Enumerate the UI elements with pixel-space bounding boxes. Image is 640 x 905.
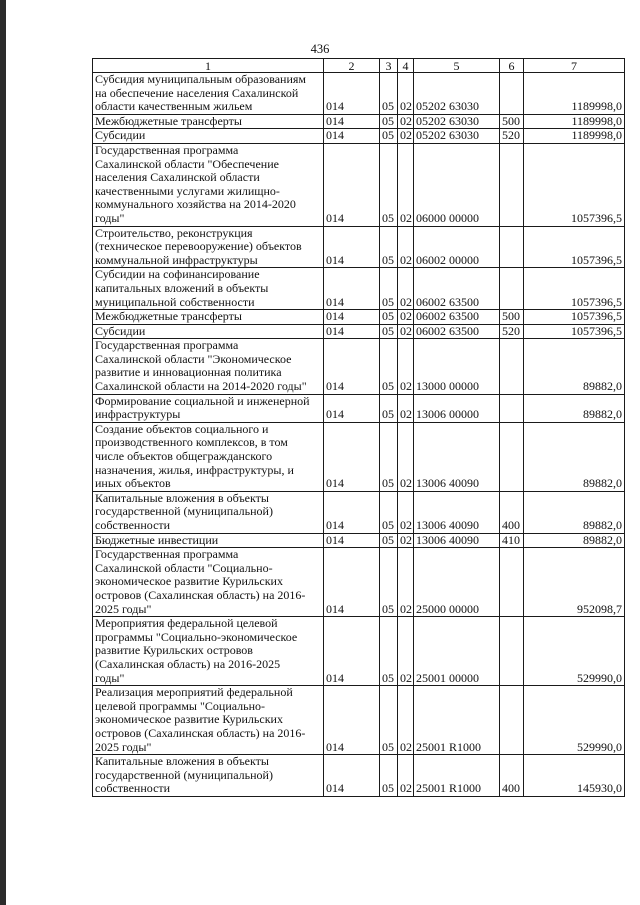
row-admin-code: 014	[324, 394, 380, 422]
table-row	[93, 310, 625, 325]
row-expense-type: 500	[500, 310, 524, 325]
column-header: 2	[324, 59, 380, 73]
row-name: Межбюджетные трансферты	[93, 114, 324, 129]
row-subsection: 02	[398, 310, 414, 325]
row-expense-type: 410	[500, 533, 524, 548]
row-amount: 89882,0	[524, 491, 625, 533]
table-row	[93, 686, 625, 755]
row-target-article: 13000 00000	[414, 339, 500, 394]
column-header: 3	[380, 59, 398, 73]
row-target-article: 06000 00000	[414, 143, 500, 226]
row-name: Субсидии	[93, 129, 324, 144]
row-subsection: 02	[398, 129, 414, 144]
row-amount: 529990,0	[524, 617, 625, 686]
row-amount: 89882,0	[524, 533, 625, 548]
row-expense-type	[500, 143, 524, 226]
row-target-article: 13006 40090	[414, 422, 500, 491]
row-target-article: 06002 63500	[414, 324, 500, 339]
row-name: Субсидия муниципальным образованиям на обеспечение населения Сахалинской области качественным жильем	[93, 73, 324, 115]
row-name: Субсидии	[93, 324, 324, 339]
row-subsection: 02	[398, 617, 414, 686]
row-expense-type: 520	[500, 129, 524, 144]
row-target-article: 05202 63030	[414, 114, 500, 129]
row-section: 05	[380, 226, 398, 268]
row-subsection: 02	[398, 143, 414, 226]
table-row	[93, 422, 625, 491]
row-section: 05	[380, 491, 398, 533]
row-target-article: 05202 63030	[414, 129, 500, 144]
row-section: 05	[380, 617, 398, 686]
row-admin-code: 014	[324, 310, 380, 325]
row-amount: 145930,0	[524, 755, 625, 797]
row-target-article: 13006 40090	[414, 491, 500, 533]
row-name: Формирование социальной и инженерной инфраструктуры	[93, 394, 324, 422]
table-row	[93, 491, 625, 533]
row-target-article: 06002 63500	[414, 310, 500, 325]
row-amount: 89882,0	[524, 394, 625, 422]
row-amount: 1189998,0	[524, 129, 625, 144]
row-amount: 1057396,5	[524, 268, 625, 310]
row-name: Реализация мероприятий федеральной целевой программы "Социально- экономическое развитие Курильских островов (Сахалинская область) на 2016- 2025 годы"	[93, 686, 324, 755]
scan-edge	[0, 0, 6, 905]
row-admin-code: 014	[324, 73, 380, 115]
row-amount: 1057396,5	[524, 310, 625, 325]
table-row	[93, 617, 625, 686]
row-target-article: 25001 R1000	[414, 686, 500, 755]
row-expense-type	[500, 339, 524, 394]
row-subsection: 02	[398, 73, 414, 115]
row-amount: 1057396,5	[524, 143, 625, 226]
row-section: 05	[380, 339, 398, 394]
row-amount: 89882,0	[524, 422, 625, 491]
row-amount: 89882,0	[524, 339, 625, 394]
row-admin-code: 014	[324, 324, 380, 339]
row-admin-code: 014	[324, 548, 380, 617]
row-target-article: 05202 63030	[414, 73, 500, 115]
row-section: 05	[380, 114, 398, 129]
row-admin-code: 014	[324, 129, 380, 144]
column-header: 7	[524, 59, 625, 73]
table-row	[93, 129, 625, 144]
row-amount: 1057396,5	[524, 324, 625, 339]
row-section: 05	[380, 143, 398, 226]
row-subsection: 02	[398, 226, 414, 268]
table-row	[93, 268, 625, 310]
row-subsection: 02	[398, 324, 414, 339]
row-admin-code: 014	[324, 491, 380, 533]
row-target-article: 06002 63500	[414, 268, 500, 310]
row-subsection: 02	[398, 114, 414, 129]
row-expense-type	[500, 686, 524, 755]
table-row	[93, 114, 625, 129]
table-row	[93, 339, 625, 394]
row-name: Государственная программа Сахалинской области "Экономическое развитие и инновационная политика Сахалинской области на 2014-2020 годы"	[93, 339, 324, 394]
row-name: Капитальные вложения в объекты государственной (муниципальной) собственности	[93, 491, 324, 533]
row-admin-code: 014	[324, 686, 380, 755]
row-expense-type: 400	[500, 755, 524, 797]
row-subsection: 02	[398, 686, 414, 755]
row-target-article: 13006 00000	[414, 394, 500, 422]
row-expense-type	[500, 617, 524, 686]
row-admin-code: 014	[324, 339, 380, 394]
row-admin-code: 014	[324, 268, 380, 310]
row-section: 05	[380, 755, 398, 797]
row-subsection: 02	[398, 268, 414, 310]
row-section: 05	[380, 268, 398, 310]
row-target-article: 13006 40090	[414, 533, 500, 548]
row-amount: 952098,7	[524, 548, 625, 617]
row-expense-type	[500, 548, 524, 617]
table-row	[93, 73, 625, 115]
row-admin-code: 014	[324, 422, 380, 491]
row-target-article: 25000 00000	[414, 548, 500, 617]
row-subsection: 02	[398, 533, 414, 548]
table-row	[93, 143, 625, 226]
table-row	[93, 548, 625, 617]
row-admin-code: 014	[324, 755, 380, 797]
row-section: 05	[380, 310, 398, 325]
column-header-row	[93, 59, 625, 73]
table-row	[93, 533, 625, 548]
row-name: Создание объектов социального и производственного комплексов, в том числе объектов общегражданского назначения, жилья, инфраструктуры, и иных объектов	[93, 422, 324, 491]
row-admin-code: 014	[324, 533, 380, 548]
row-section: 05	[380, 324, 398, 339]
row-name: Бюджетные инвестиции	[93, 533, 324, 548]
table-row	[93, 755, 625, 797]
row-section: 05	[380, 73, 398, 115]
table-row	[93, 226, 625, 268]
row-section: 05	[380, 129, 398, 144]
row-name: Капитальные вложения в объекты государственной (муниципальной) собственности	[93, 755, 324, 797]
row-subsection: 02	[398, 394, 414, 422]
column-header: 1	[93, 59, 324, 73]
row-expense-type	[500, 422, 524, 491]
row-amount: 1057396,5	[524, 226, 625, 268]
row-expense-type	[500, 226, 524, 268]
column-header: 4	[398, 59, 414, 73]
row-amount: 1189998,0	[524, 73, 625, 115]
row-name: Государственная программа Сахалинской области "Обеспечение населения Сахалинской области качественными услугами жилищно- коммунального хозяйства на 2014-2020 годы"	[93, 143, 324, 226]
row-name: Межбюджетные трансферты	[93, 310, 324, 325]
row-section: 05	[380, 548, 398, 617]
row-expense-type: 520	[500, 324, 524, 339]
row-section: 05	[380, 422, 398, 491]
row-expense-type	[500, 394, 524, 422]
row-subsection: 02	[398, 491, 414, 533]
column-header: 6	[500, 59, 524, 73]
row-expense-type: 500	[500, 114, 524, 129]
row-target-article: 25001 00000	[414, 617, 500, 686]
row-target-article: 25001 R1000	[414, 755, 500, 797]
row-amount: 1189998,0	[524, 114, 625, 129]
row-subsection: 02	[398, 422, 414, 491]
row-name: Мероприятия федеральной целевой программы "Социально-экономическое развитие Курильских островов (Сахалинская область) на 2016-2025 годы"	[93, 617, 324, 686]
row-section: 05	[380, 686, 398, 755]
row-admin-code: 014	[324, 114, 380, 129]
row-amount: 529990,0	[524, 686, 625, 755]
table-row	[93, 394, 625, 422]
row-expense-type	[500, 268, 524, 310]
row-admin-code: 014	[324, 143, 380, 226]
row-admin-code: 014	[324, 226, 380, 268]
page-number: 436	[310, 42, 330, 56]
row-subsection: 02	[398, 339, 414, 394]
row-expense-type	[500, 73, 524, 115]
row-name: Субсидии на софинансирование капитальных вложений в объекты муниципальной собственности	[93, 268, 324, 310]
row-name: Государственная программа Сахалинской области "Социально- экономическое развитие Курильских островов (Сахалинская область) на 2016- 2025 годы"	[93, 548, 324, 617]
row-admin-code: 014	[324, 617, 380, 686]
row-target-article: 06002 00000	[414, 226, 500, 268]
table-row	[93, 324, 625, 339]
row-subsection: 02	[398, 548, 414, 617]
row-section: 05	[380, 533, 398, 548]
row-section: 05	[380, 394, 398, 422]
budget-table	[92, 58, 625, 797]
column-header: 5	[414, 59, 500, 73]
row-expense-type: 400	[500, 491, 524, 533]
row-subsection: 02	[398, 755, 414, 797]
row-name: Строительство, реконструкция (техническое перевооружение) объектов коммунальной инфраструктуры	[93, 226, 324, 268]
